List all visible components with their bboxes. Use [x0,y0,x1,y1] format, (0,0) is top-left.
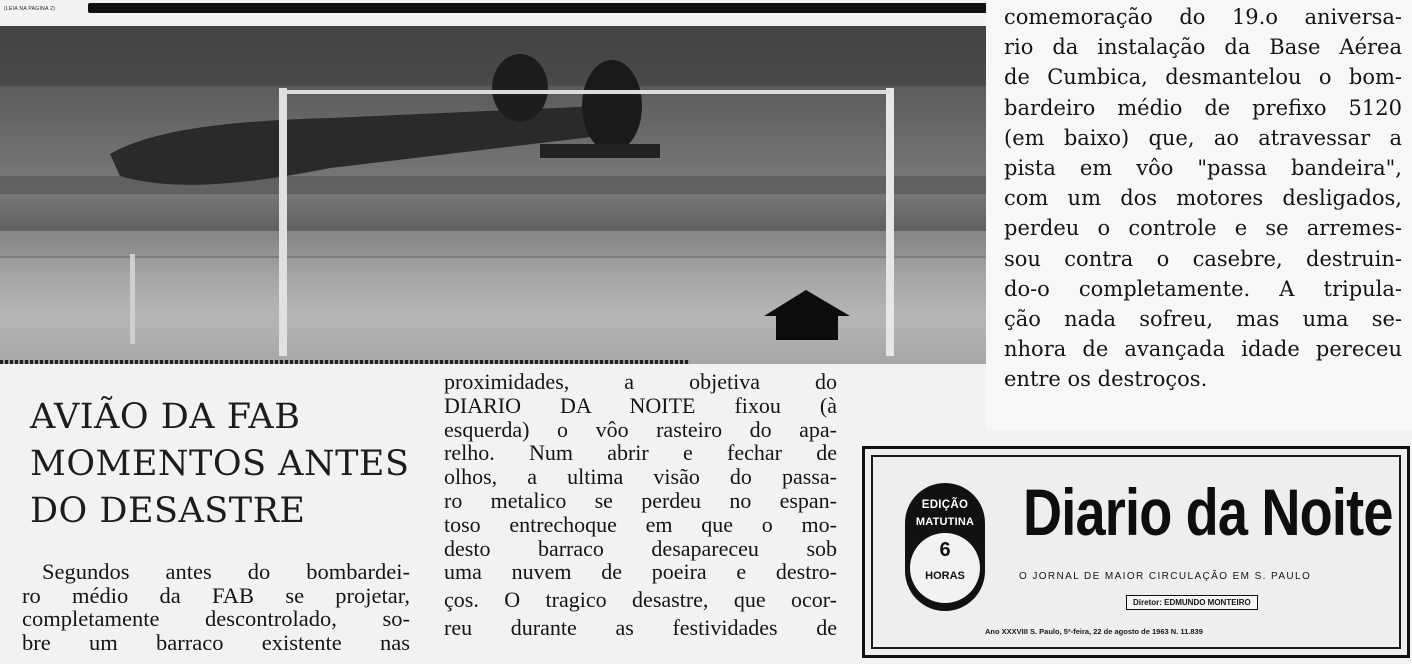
photo-drawing [0,26,986,364]
edition-type: MATUTINA [915,516,975,528]
text-line: pista em vôo "passa bandeira", [1004,156,1402,181]
text-line: desto barraco desapareceu sob [444,535,837,561]
text-line: com um dos motores desligados, [1004,186,1402,211]
text-line: ro metalico se perdeu no espan- [444,487,837,513]
headline-line: AVIÃO DA FAB [30,397,301,437]
airplane-photo [0,26,986,364]
text-line: (em baixo) que, ao atravessar a [1004,125,1402,150]
text-line: uma nuvem de poeira e destro- [444,559,837,585]
photo-rule [0,360,690,364]
text-line: Segundos antes do bombardei- [42,559,410,584]
newspaper-name: Diario da Noite [1023,475,1393,549]
newspaper-masthead [862,446,1410,658]
headline-line: MOMENTOS ANTES [30,444,410,484]
masthead-frame [871,455,1401,649]
text-line: toso entrechoque em que o mo- [444,511,837,537]
text-line: bre um barraco existente nas [22,629,410,655]
text-line: ços. O tragico desastre, que ocor- [444,587,837,613]
director-box: Diretor: EDMUNDO MONTEIRO [1126,595,1258,610]
text-line: reu durante as festividades de [444,615,837,641]
issue-line: Ano XXXVIII S. Paulo, 5ª-feira, 22 de agosto de 1963 N. 11.839 [985,627,1203,636]
article-headline [30,394,410,535]
text-line: comemoração do 19.o aniversa- [1004,5,1402,29]
text-line: do-o completamente. A tripula- [1004,276,1402,301]
edition-clock-circle [910,533,980,603]
text-line: completamente descontrolado, so- [22,606,410,631]
article-column-3 [986,0,1412,430]
edition-label: EDIÇÃO [921,499,969,511]
top-rule [88,3,990,13]
text-line: bardeiro médio de prefixo 5120 [1004,95,1402,120]
edition-badge [905,483,985,611]
edition-hour: 6 [939,539,951,561]
newspaper-tagline: O JORNAL DE MAIOR CIRCULAÇÃO EM S. PAULO [1019,571,1312,582]
article-column-1 [22,560,410,654]
text-line: perdeu o controle e se arremes- [1004,216,1402,241]
article-column-2 [444,370,837,640]
text-line: sou contra o casebre, destruin- [1004,246,1402,271]
text-line: esquerda) o vôo rasteiro do apa- [444,416,837,442]
text-line: ção nada sofreu, mas uma se- [1004,307,1402,332]
text-line: proximidades, a objetiva do [444,369,837,394]
edition-hour-unit: HORAS [925,570,965,582]
text-line: nhora de avançada idade pereceu [1004,337,1402,362]
text-line: entre os destroços. [1004,367,1208,392]
text-line: DIARIO DA NOITE fixou (à [444,392,837,418]
continued-caption: (LEIA NA PAGINA 2) [4,6,56,12]
headline-line: DO DESASTRE [30,491,306,531]
text-line: de Cumbica, desmantelou o bom- [1004,65,1402,90]
text-line: olhos, a ultima visão do passa- [444,464,837,490]
text-line: relho. Num abrir e fechar de [444,440,837,466]
text-line: ro médio da FAB se projetar, [22,582,410,608]
text-line: rio da instalação da Base Aérea [1004,35,1402,60]
